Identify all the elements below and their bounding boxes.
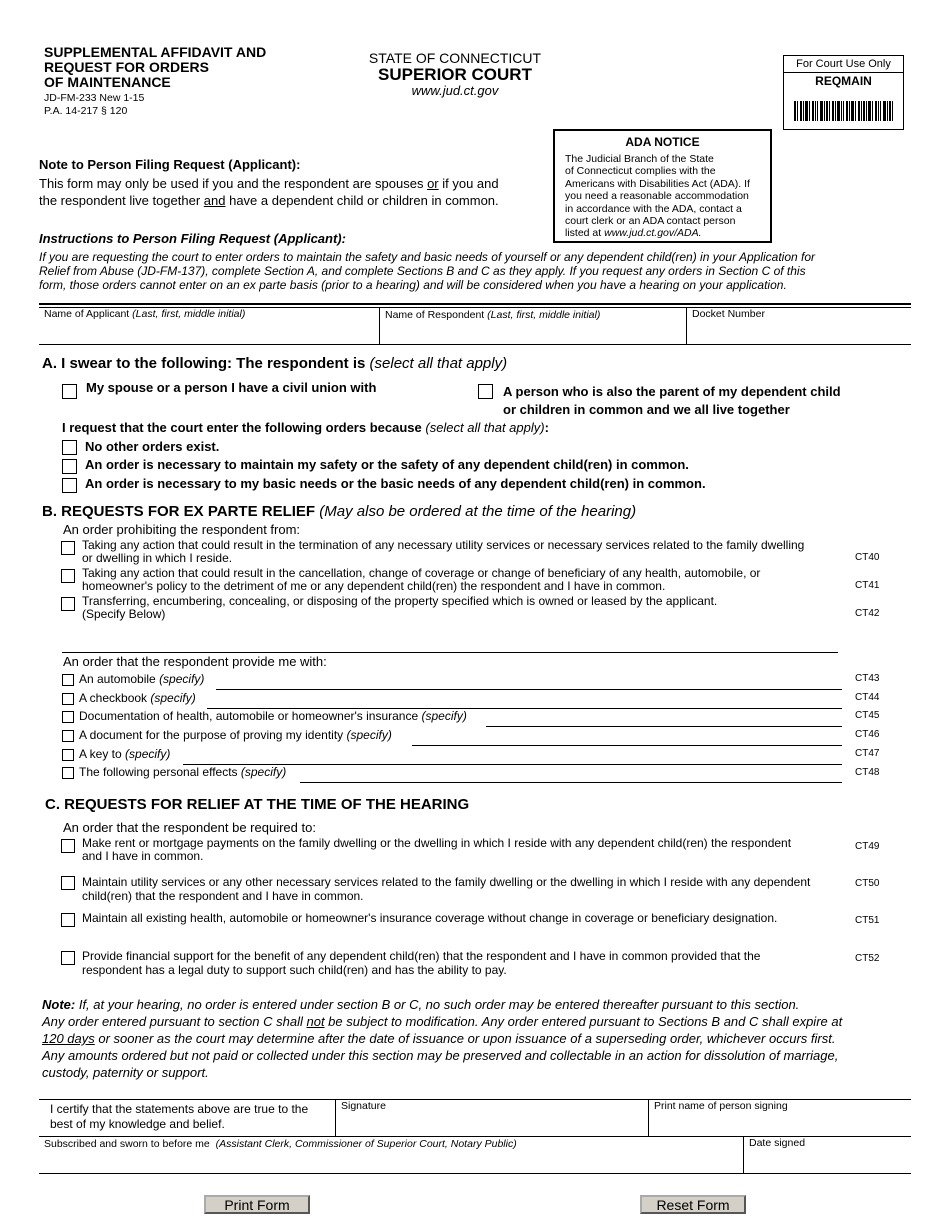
ct49-code: CT49 <box>855 841 880 852</box>
ada-body <box>565 153 760 240</box>
court-use-box <box>783 55 904 130</box>
form-title-line: OF MAINTENANCE <box>44 74 171 90</box>
item-text: A document for the purpose of proving my identity <box>79 728 344 742</box>
prohibit-intro: An order prohibiting the respondent from: <box>63 522 301 537</box>
ct43-code: CT43 <box>855 673 880 684</box>
court-website: www.jud.ct.gov <box>411 83 499 98</box>
parent-label <box>503 383 841 419</box>
final-note-text: custody, paternity or support. <box>42 1065 209 1080</box>
ct48-code: CT48 <box>855 767 880 778</box>
ct49-checkbox[interactable] <box>61 839 75 853</box>
ct47-checkbox[interactable] <box>62 749 74 761</box>
note-text: the respondent live together <box>39 193 204 208</box>
note-body <box>39 175 499 209</box>
instructions-body <box>39 250 815 292</box>
ct47-label <box>79 747 170 761</box>
ct48-input[interactable] <box>300 768 842 783</box>
certify-line: I certify that the statements above are true to the <box>50 1102 309 1116</box>
section-c-intro: An order that the respondent be required to: <box>63 820 316 835</box>
respondent-name-label <box>385 309 600 321</box>
ct41-label <box>82 567 760 593</box>
reason-label: An order is necessary to my basic needs or the basic needs of any dependent child(ren) in common. <box>85 476 706 491</box>
ct43-checkbox[interactable] <box>62 674 74 686</box>
signature-input[interactable] <box>338 1113 650 1136</box>
instructions-line: If you are requesting the court to enter orders to maintain the safety and basic needs of yourself or any dependent child(ren) in your Application for <box>39 250 816 264</box>
print-name-input[interactable] <box>651 1113 913 1136</box>
item-text: Taking any action that could result in the cancellation, change of coverage or change of beneficiary of any health, automobile, or <box>82 566 761 580</box>
court-use-code: REQMAIN <box>815 74 872 88</box>
ct42-label <box>82 595 717 621</box>
ada-line: of Connecticut complies with the <box>565 165 716 178</box>
instructions-line: Relief from Abuse (JD-FM-137), complete Section A, and complete Sections B and C as they apply. If you request any orders in Section C of this <box>39 264 806 278</box>
ct40-label <box>82 539 804 565</box>
names-top-rule <box>39 303 911 305</box>
item-text: child(ren) that the respondent and I have in common. <box>82 889 364 903</box>
item-text: Provide financial support for the benefit of any dependent child(ren) that the respondent and I have in common provided that the <box>82 949 761 963</box>
label-text: Name of Respondent <box>385 309 485 321</box>
final-note-text: If, at your hearing, no order is entered under section B or C, no such order may be entered thereafter pursuant to this section. <box>75 997 800 1012</box>
label-hint: (Last, first, middle initial) <box>487 309 601 321</box>
item-text: The following personal effects <box>79 765 238 779</box>
ct52-code: CT52 <box>855 953 880 964</box>
item-text: An automobile <box>79 672 156 686</box>
ada-line: in accordance with the ADA, contact a <box>565 202 742 215</box>
ada-line: Americans with Disabilities Act (ADA). If <box>565 177 750 190</box>
item-text: homeowner's policy to the detriment of me or any dependent child(ren) the respondent and I have in common. <box>82 579 666 593</box>
certify-line: best of my knowledge and belief. <box>50 1117 225 1131</box>
ct52-label <box>82 949 760 977</box>
item-hint: (specify) <box>421 709 467 723</box>
request-intro-hint: (select all that apply) <box>425 420 545 435</box>
docket-number-input[interactable] <box>689 322 913 344</box>
item-text: A key to <box>79 747 122 761</box>
ct44-code: CT44 <box>855 692 880 703</box>
final-note-text: or sooner as the court may determine after the date of issuance or upon issuance of a superseding order, whichever occurs first. <box>94 1031 836 1046</box>
item-text: Maintain utility services or any other necessary services related to the family dwelling or the dwelling in which I reside with any dependent <box>82 875 811 889</box>
note-text-underlined: and <box>203 193 226 208</box>
spouse-label: My spouse or a person I have a civil union with <box>86 380 377 395</box>
form-number: JD-FM-233 New 1-15 <box>44 92 145 104</box>
applicant-name-label <box>44 308 245 320</box>
note-text: have a dependent child or children in common. <box>225 193 499 208</box>
item-text: Make rent or mortgage payments on the family dwelling or the dwelling in which I reside with any dependent child(ren) the respondent <box>82 836 792 850</box>
ada-link[interactable]: www.jud.ct.gov/ADA. <box>604 227 702 240</box>
reason-checkbox-basic-needs[interactable] <box>62 478 77 493</box>
court-use-label: For Court Use Only <box>796 58 891 70</box>
note-text: This form may only be used if you and the respondent are spouses <box>39 176 428 191</box>
ct42-property-input[interactable] <box>62 628 840 652</box>
ada-last-prefix: listed at <box>565 227 605 240</box>
ct45-label <box>79 709 467 723</box>
court-name: SUPERIOR COURT <box>378 65 532 84</box>
certify-statement <box>50 1102 308 1132</box>
ct46-label <box>79 728 392 742</box>
request-intro <box>62 420 549 435</box>
final-note-text: Any order entered pursuant to section C shall <box>42 1014 307 1029</box>
date-signed-input[interactable] <box>746 1151 913 1173</box>
item-hint: (specify) <box>159 672 205 686</box>
section-c-heading: C. REQUESTS FOR RELIEF AT THE TIME OF THE HEARING <box>45 796 470 813</box>
note-heading: Note to Person Filing Request (Applicant): <box>39 157 301 172</box>
ct50-label <box>82 875 810 903</box>
final-note-text: be subject to modification. Any order entered pursuant to Sections B and C shall expire at <box>324 1014 843 1029</box>
respondent-name-input[interactable] <box>382 322 688 344</box>
sworn-by-input[interactable] <box>42 1151 744 1173</box>
reason-checkbox-no-orders[interactable] <box>62 440 77 455</box>
reason-checkbox-safety[interactable] <box>62 459 77 474</box>
ct41-checkbox[interactable] <box>61 569 75 583</box>
label-hint: (Last, first, middle initial) <box>132 308 246 320</box>
date-signed-label: Date signed <box>749 1137 806 1149</box>
print-form-button[interactable]: Print Form <box>204 1195 310 1214</box>
item-text: respondent has a legal duty to support such child(ren) and has the ability to pay. <box>82 963 507 977</box>
label-text: Name of Applicant <box>44 308 130 320</box>
ct48-checkbox[interactable] <box>62 767 74 779</box>
docket-number-label: Docket Number <box>692 308 765 320</box>
state-name: STATE OF CONNECTICUT <box>368 50 542 66</box>
section-a-hint: (select all that apply) <box>369 355 508 372</box>
final-note <box>42 996 842 1081</box>
item-hint: (specify) <box>150 691 196 705</box>
ct45-checkbox[interactable] <box>62 711 74 723</box>
section-b-title: B. REQUESTS FOR EX PARTE RELIEF <box>42 503 316 520</box>
form-title-line: SUPPLEMENTAL AFFIDAVIT AND <box>44 44 267 60</box>
final-note-underlined: 120 days <box>42 1031 95 1046</box>
parent-label-line: A person who is also the parent of my dependent child <box>503 384 841 399</box>
ada-line: court clerk or an ADA contact person <box>565 215 736 228</box>
ada-line: you need a reasonable accommodation <box>565 190 749 203</box>
item-text: Taking any action that could result in the termination of any necessary utility services or necessary services related to the family dwelling <box>82 538 805 552</box>
item-text: Documentation of health, automobile or homeowner's insurance <box>79 709 419 723</box>
item-text: and I have in common. <box>82 849 204 863</box>
request-intro-colon: : <box>544 420 549 435</box>
statute-reference: P.A. 14-217 § 120 <box>44 105 128 117</box>
instructions-heading: Instructions to Person Filing Request (Applicant): <box>39 231 346 246</box>
ct47-code: CT47 <box>855 748 880 759</box>
court-header <box>340 50 570 98</box>
ct50-checkbox[interactable] <box>61 876 75 890</box>
applicant-name-input[interactable] <box>42 322 380 344</box>
print-name-label: Print name of person signing <box>654 1100 788 1112</box>
ct52-checkbox[interactable] <box>61 951 75 965</box>
ct46-input[interactable] <box>412 731 842 746</box>
ct41-code: CT41 <box>855 580 880 591</box>
form-title-line: REQUEST FOR ORDERS <box>44 59 209 75</box>
ct44-input[interactable] <box>207 694 842 709</box>
spouse-checkbox[interactable] <box>62 384 77 399</box>
ct43-input[interactable] <box>216 675 842 690</box>
reset-form-button[interactable]: Reset Form <box>640 1195 746 1214</box>
item-text: or dwelling in which I reside. <box>82 551 233 565</box>
section-a-heading <box>42 355 507 372</box>
ct42-code: CT42 <box>855 608 880 619</box>
ct45-code: CT45 <box>855 710 880 721</box>
ct44-checkbox[interactable] <box>62 693 74 705</box>
ct51-checkbox[interactable] <box>61 913 75 927</box>
ct43-label <box>79 672 204 686</box>
note-text: if you and <box>438 176 499 191</box>
ct50-code: CT50 <box>855 878 880 889</box>
section-b-hint: (May also be ordered at the time of the hearing) <box>319 503 637 520</box>
item-hint: (specify) <box>125 747 171 761</box>
sworn-label <box>44 1138 517 1150</box>
reason-label: No other orders exist. <box>85 439 220 454</box>
ct40-checkbox[interactable] <box>61 541 75 555</box>
final-note-label: Note: <box>42 997 76 1012</box>
ct44-label <box>79 691 196 705</box>
note-text-underlined: or <box>427 176 439 191</box>
request-intro-text: I request that the court enter the following orders because <box>62 420 422 435</box>
parent-checkbox[interactable] <box>478 384 493 399</box>
item-text: Transferring, encumbering, concealing, or disposing of the property specified which is owned or leased by the applicant. <box>82 594 718 608</box>
provide-intro: An order that the respondent provide me with: <box>63 654 327 669</box>
ct48-label <box>79 765 286 779</box>
instructions-line: form, those orders cannot enter on an ex parte basis (prior to a hearing) and will be considered when you have a hearing on your application. <box>39 278 787 292</box>
sworn-hint: (Assistant Clerk, Commissioner of Superior Court, Notary Public) <box>215 1138 517 1150</box>
item-hint: (specify) <box>240 765 287 779</box>
ct46-code: CT46 <box>855 729 880 740</box>
ct49-label <box>82 837 791 863</box>
section-b-heading <box>42 503 636 520</box>
ada-line: The Judicial Branch of the State <box>565 153 714 165</box>
reason-label: An order is necessary to maintain my safety or the safety of any dependent child(ren) in common. <box>85 457 689 472</box>
ct51-label: Maintain all existing health, automobile or homeowner's insurance coverage without change in coverage or beneficiary designation. <box>82 911 778 925</box>
item-text: (Specify Below) <box>82 607 166 621</box>
ct51-code: CT51 <box>855 915 880 926</box>
item-text: A checkbook <box>79 691 148 705</box>
final-note-underlined: not <box>306 1014 325 1029</box>
form-title <box>44 45 266 90</box>
parent-label-line: or children in common and we all live together <box>503 402 790 417</box>
ct47-input[interactable] <box>183 750 842 765</box>
sworn-text: Subscribed and sworn to before me <box>44 1138 210 1150</box>
ct40-code: CT40 <box>855 552 880 563</box>
ct46-checkbox[interactable] <box>62 730 74 742</box>
section-a-title: A. I swear to the following: The respondent is <box>42 355 366 372</box>
final-note-text: Any amounts ordered but not paid or collected under this section may be preserved and collectable in an action for dissolution of marriage, <box>42 1048 839 1063</box>
barcode-icon <box>794 101 894 121</box>
item-hint: (specify) <box>346 728 392 742</box>
ct42-checkbox[interactable] <box>61 597 75 611</box>
ada-title: ADA NOTICE <box>625 135 700 149</box>
signature-label: Signature <box>341 1100 386 1112</box>
ada-notice <box>553 129 772 243</box>
ct45-input[interactable] <box>486 712 842 727</box>
